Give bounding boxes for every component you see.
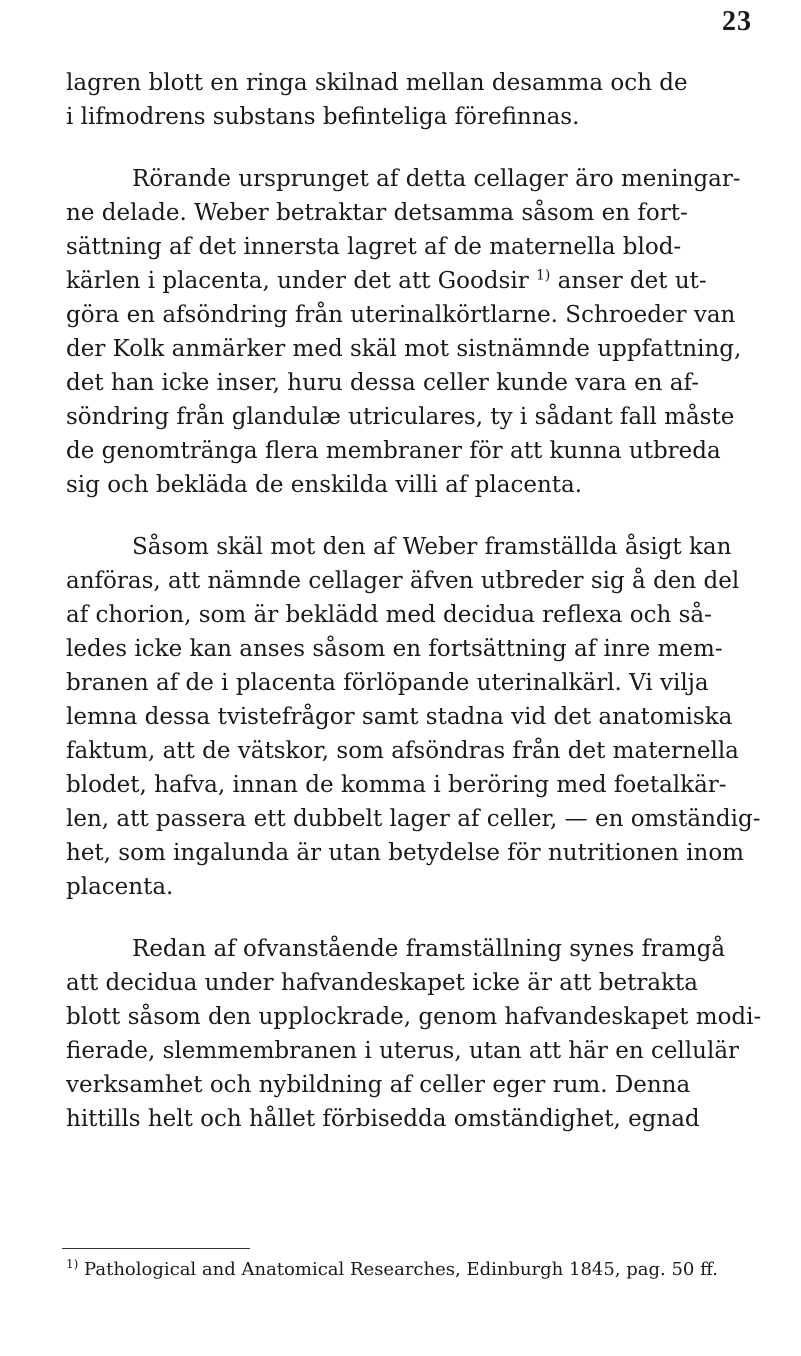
text-line: af chorion, som är beklädd med decidua reflexa och så- [66,602,712,628]
text-line: Såsom skäl mot den af Weber framställda åsigt kan [132,534,732,560]
text-line: söndring från glandulæ utriculares, ty i sådant fall måste [66,404,735,430]
text-line: faktum, att de vätskor, som afsöndras från det maternella [66,738,739,764]
text-line: het, som ingalunda är utan betydelse för nutritionen inom [66,840,744,866]
text-line: placenta. [66,874,174,900]
footnote-reference[interactable]: 1) [536,267,551,284]
text-line: ledes icke kan anses såsom en fortsättning af inre mem- [66,636,723,662]
text-line: blodet, hafva, innan de komma i beröring med foetalkär- [66,772,727,798]
text-line: ne delade. Weber betraktar detsamma såsom en fort- [66,200,688,226]
text-line: der Kolk anmärker med skäl mot sistnämnde uppfattning, [66,336,742,362]
text-line-with-footnote [66,264,784,298]
text-line: branen af de i placenta förlöpande uterinalkärl. Vi vilja [66,670,709,696]
text-line: anföras, att nämnde cellager äfven utbreder sig å den del [66,568,740,594]
footnote-divider [62,1248,250,1249]
paragraph-3 [66,530,784,904]
text-line: verksamhet och nybildning af celler eger rum. Denna [66,1072,691,1098]
text-line: att decidua under hafvandeskapet icke är att betrakta [66,970,698,996]
text-line: i lifmodrens substans befinteliga förefinnas. [66,104,580,130]
text-line: lemna dessa tvistefrågor samt stadna vid det anatomiska [66,704,733,730]
footnote-text: Pathological and Anatomical Researches, Edinburgh 1845, pag. 50 ff. [78,1259,718,1280]
text-line: göra en afsöndring från uterinalkörtlarne. Schroeder van [66,302,736,328]
text-line: sättning af det innersta lagret af de maternella blod- [66,234,682,260]
text-line: lagren blott en ringa skilnad mellan desamma och de [66,70,688,96]
footnote-marker: 1) [66,1257,79,1271]
text-fragment: kärlen i placenta, under det att Goodsir [66,268,529,294]
text-line: Redan af ofvanstående framställning synes framgå [132,936,726,962]
text-line: fierade, slemmembranen i uterus, utan att här en cellulär [66,1038,740,1064]
text-line: hittills helt och hållet förbisedda omständighet, egnad [66,1106,700,1132]
text-line: det han icke inser, huru dessa celler kunde vara en af- [66,370,699,396]
body-text [66,66,784,1136]
text-line: de genomtränga flera membraner för att kunna utbreda [66,438,721,464]
footnote [66,1256,786,1284]
page-number: 23 [722,6,752,37]
paragraph-2 [66,162,784,502]
paragraph-1 [66,66,784,134]
text-fragment: anser det ut- [550,268,707,294]
paragraph-4 [66,932,784,1136]
text-line: len, att passera ett dubbelt lager af celler, — en omständig- [66,806,761,832]
text-line: Rörande ursprunget af detta cellager äro meningar- [132,166,741,192]
text-line: sig och bekläda de enskilda villi af placenta. [66,472,583,498]
text-line: blott såsom den upplockrade, genom hafvandeskapet modi- [66,1004,762,1030]
